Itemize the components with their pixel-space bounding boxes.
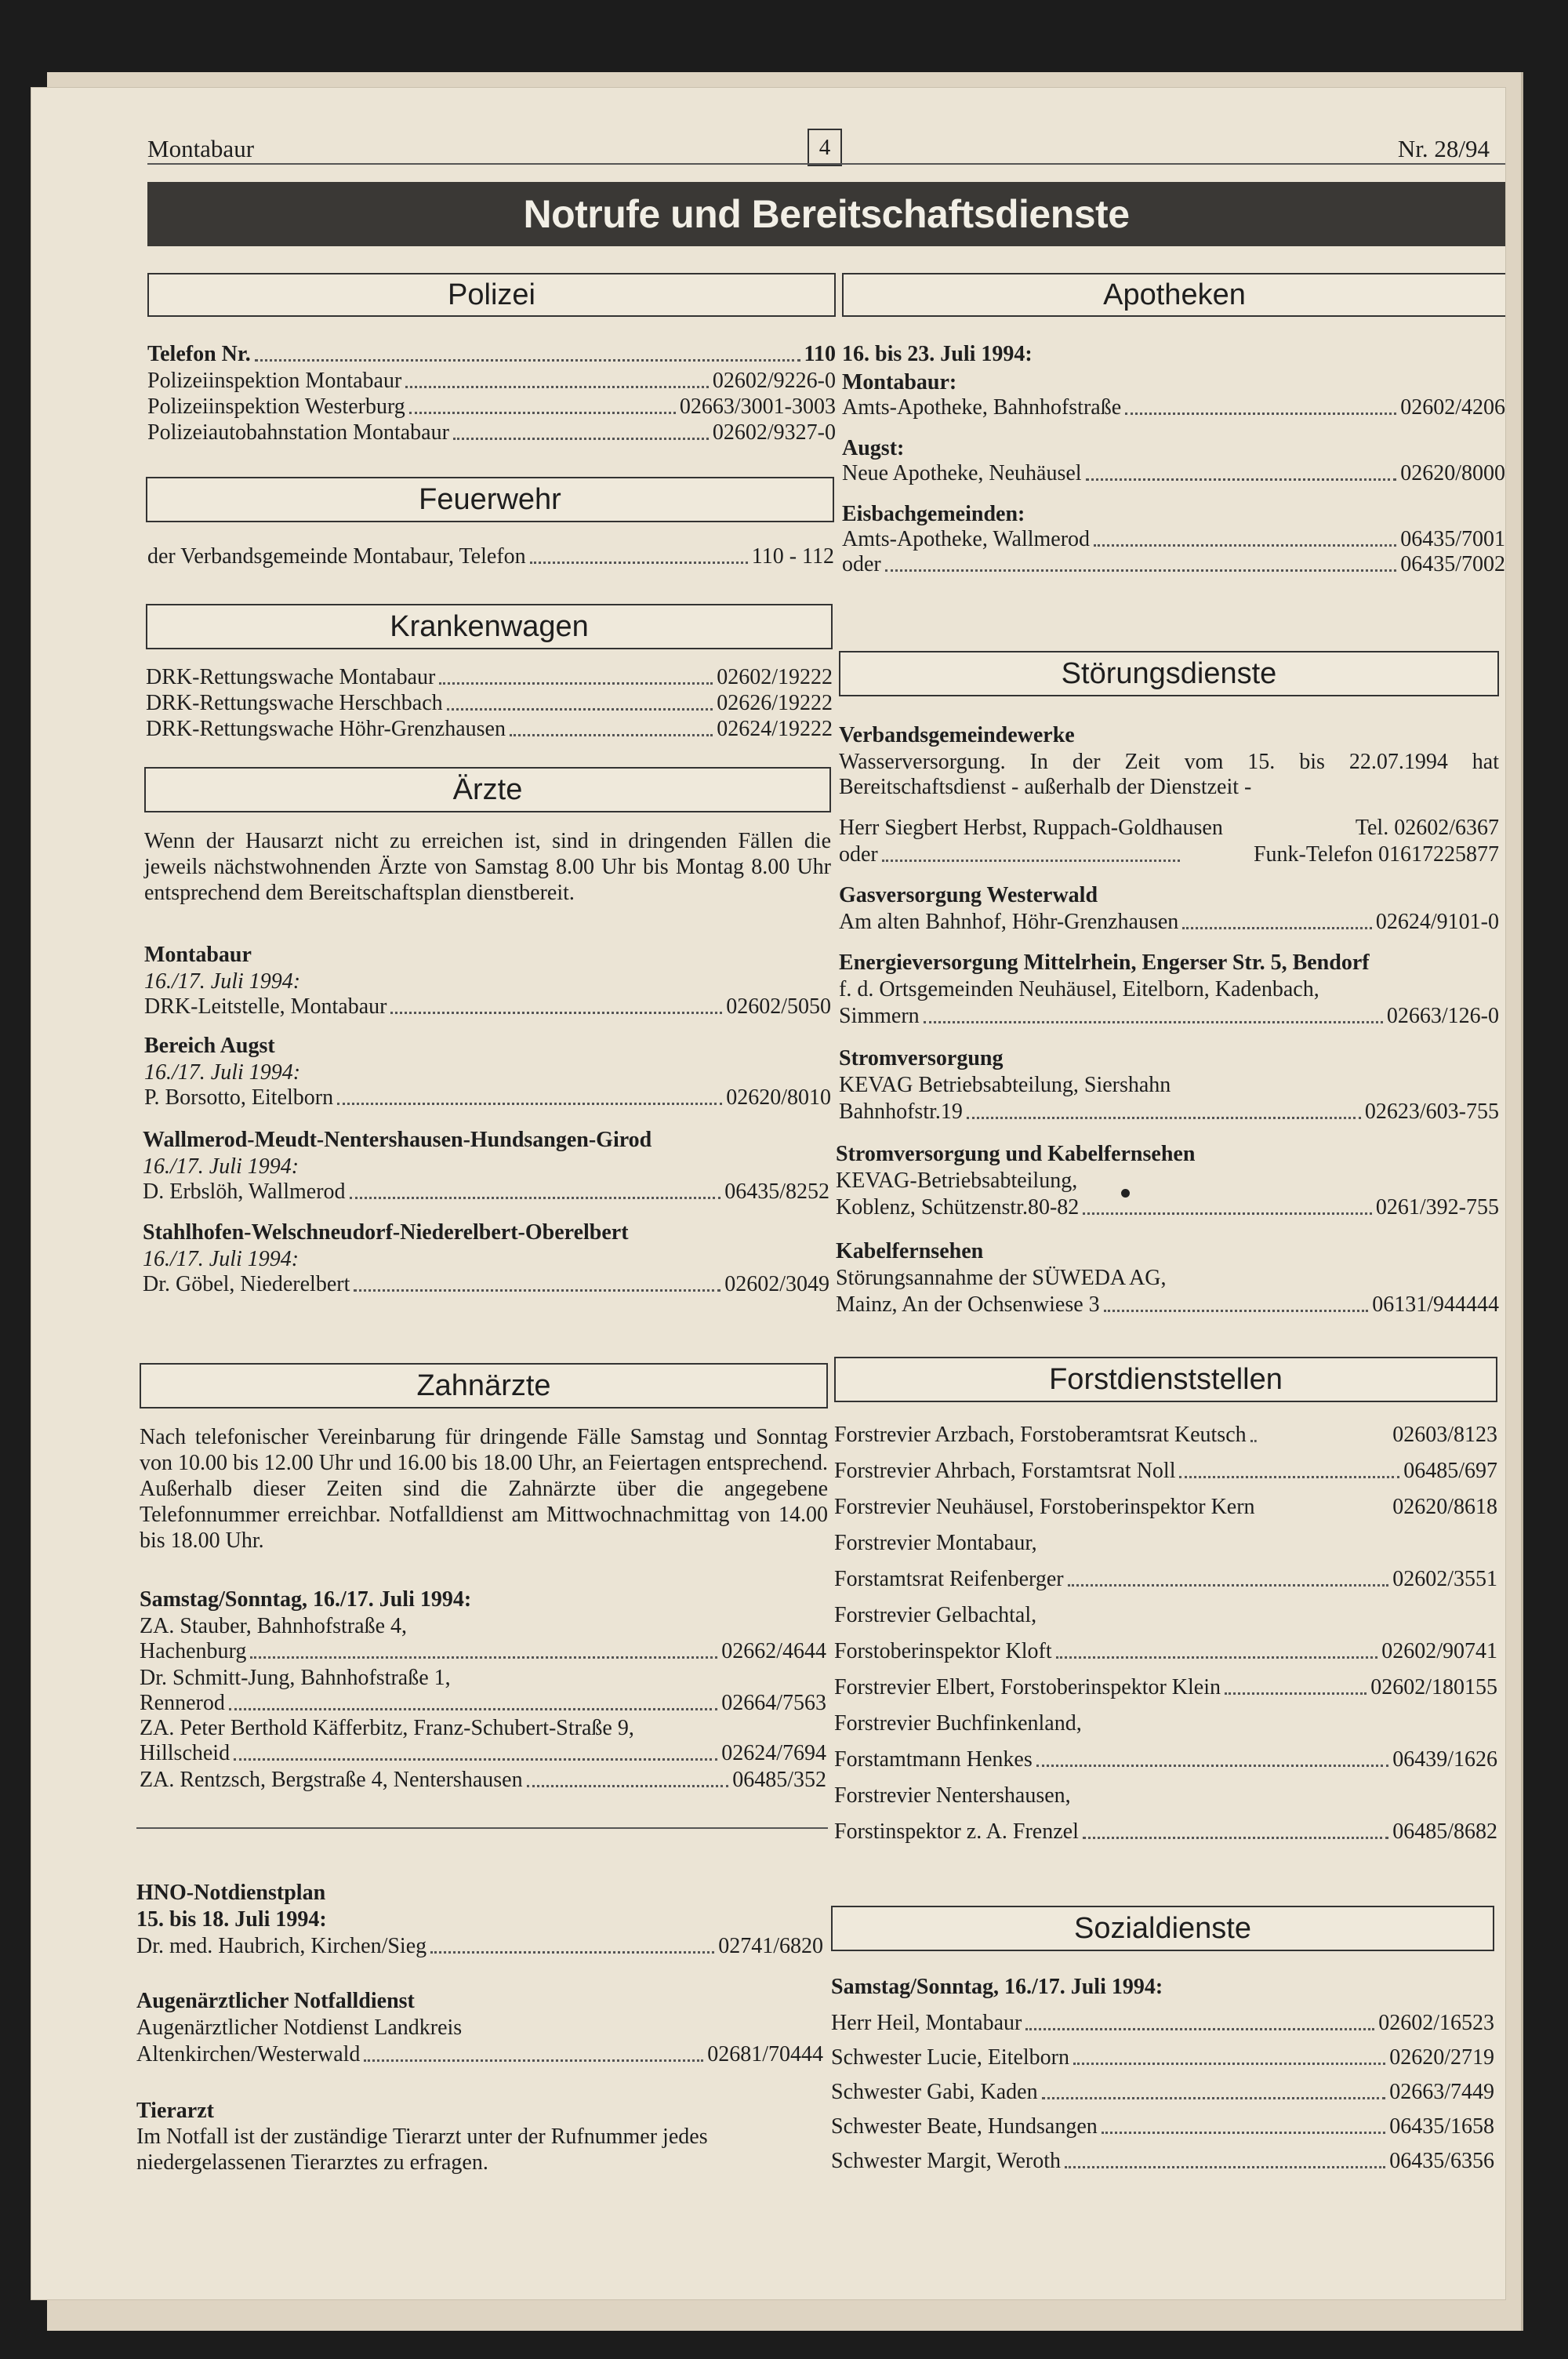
krankenwagen-line [146,667,833,689]
zahnaerzte-intro: Nach telefonischer Vereinbarung für dringende Fälle Samstag und Sonntag von 10.00 bis 12.00 Uhr und 16.00 bis 18.00 Uhr, an Feiertagen entsprechend. Außerhalb dieser Zeiten sind die Zahnärzte über die angegebene Telefonnummer erreichbar. Notfalldienst am Mittwochnachmittag von 14.00 bis 18.00 Uhr. [140,1425,828,1553]
zahnarzt-line [140,1641,826,1663]
vg-heading: Verbandsgemeindewerke [839,723,1075,747]
polizei-heading: Polizei [147,273,836,317]
forst-label: Forstinspektor z. A. Frenzel [834,1819,1079,1844]
aerzte-value: 02602/3049 [724,1272,829,1296]
kf-heading: Kabelfernsehen [836,1239,984,1263]
strom-value: 02623/603-755 [1364,1100,1499,1124]
forst-row [834,1460,1497,1482]
vg-alt-label: oder [839,842,878,867]
aerzte-line [144,996,831,1018]
augen-value: 02681/70444 [707,2042,823,2066]
kabel-heading: Stromversorgung und Kabelfernsehen [836,1142,1196,1166]
sozial-value: 06435/1658 [1389,2114,1494,2139]
aerzte-line [143,1274,829,1296]
kabel-text: KEVAG-Betriebsabteilung, [836,1169,1078,1193]
polizei-label: Polizeiinspektion Westerburg [147,394,405,419]
zahnaerzte-heading: Zahnärzte [140,1363,828,1408]
aerzte-intro: Wenn der Hausarzt nicht zu erreichen ist, sind in dringenden Fällen die jeweils nächstwohnenden Ärzte von Samstag 8.00 Uhr bis Montag 8.00 Uhr entsprechend dem Bereitschaftsplan dienstbereit. [144,829,831,905]
forst-value: 06485/697 [1403,1459,1497,1483]
section-rule [136,1827,828,1829]
zahnarzt-place: Hachenburg [140,1639,247,1663]
apotheke-value: 02602/4206 [1400,395,1505,420]
kabel-line [836,1197,1499,1219]
aerzte-value: 02620/8010 [726,1085,831,1110]
sozial-row [831,2081,1494,2103]
forst-value: 02602/3551 [1392,1567,1497,1591]
hno-heading: HNO-Notdienstplan [136,1881,326,1905]
polizei-line [147,343,836,365]
apotheke-label: Neue Apotheke, Neuhäusel [842,461,1082,485]
aerzte-value: 02602/5050 [726,994,831,1019]
vg-text: Bereitschaftsdienst - außerhalb der Dienstzeit - [839,775,1252,799]
sozial-date: Samstag/Sonntag, 16./17. Juli 1994: [831,1975,1163,1999]
hno-line [136,1936,823,1957]
sozial-row [831,2047,1494,2069]
aerzte-label: DRK-Leitstelle, Montabaur [144,994,387,1019]
tierarzt-text: Im Notfall ist der zuständige Tierarzt unter der Rufnummer jedes niedergelassenen Tierarztes zu erfragen. [136,2125,708,2175]
apotheken-date: 16. bis 23. Juli 1994: [842,342,1033,366]
kf-value: 06131/944444 [1372,1292,1499,1317]
zahnarzt-value: 06485/352 [732,1768,826,1792]
zahnarzt-value: 02664/7563 [721,1691,826,1715]
aerzte-label: P. Borsotto, Eitelborn [144,1085,334,1110]
vg-person-line [839,817,1499,839]
feuerwehr-label: der Verbandsgemeinde Montabaur, Telefon [147,544,526,569]
kf-line [836,1294,1499,1316]
feuerwehr-value: 110 - 112 [751,544,834,569]
forst-row [834,1821,1497,1843]
header-rule [147,163,1505,165]
polizei-value: 02663/3001-3003 [679,394,836,419]
forst-value: 02603/8123 [1392,1423,1497,1447]
zahnarzt-line [140,1743,826,1765]
forst-value: 06485/8682 [1392,1819,1497,1844]
aerzte-heading: Ärzte [144,767,831,812]
forst-label: Forstrevier Elbert, Forstoberinspektor Klein [834,1675,1221,1699]
polizei-line [147,370,836,392]
polizei-label: Telefon Nr. [147,342,251,366]
gas-heading: Gasversorgung Westerwald [839,883,1098,907]
krankenwagen-line [146,692,833,714]
zahnarzt-address: Dr. Schmitt-Jung, Bahnhofstraße 1, [140,1666,451,1690]
forst-row [834,1749,1497,1771]
forst-value: 06439/1626 [1392,1747,1497,1772]
polizei-line [147,422,836,444]
zahnarzt-label: ZA. Rentzsch, Bergstraße 4, Nentershausen [140,1768,523,1792]
sozial-label: Herr Heil, Montabaur [831,2011,1022,2035]
forst-value: 02602/180155 [1370,1675,1497,1699]
forst-row [834,1568,1497,1590]
apotheke-value: 02620/8000 [1400,461,1505,485]
zahnaerzte-date: Samstag/Sonntag, 16./17. Juli 1994: [140,1587,472,1612]
krankenwagen-label: DRK-Rettungswache Herschbach [146,691,443,715]
apotheken-place: Augst: [842,436,905,460]
kabel-label: Koblenz, Schützenstr.80-82 [836,1195,1080,1219]
polizei-line [147,396,836,418]
forst-row [834,1496,1497,1518]
feuerwehr-heading: Feuerwehr [146,477,834,522]
aerzte-line [143,1181,829,1203]
polizei-value: 110 [804,342,836,366]
tierarzt-heading: Tierarzt [136,2099,214,2123]
forst-value: 02602/90741 [1381,1639,1497,1663]
aerzte-line [144,1087,831,1109]
forst-row [834,1713,1497,1735]
zahnarzt-address: ZA. Stauber, Bahnhofstraße 4, [140,1614,408,1638]
stoerung-heading: Störungsdienste [839,651,1499,696]
kf-text: Störungsannahme der SÜWEDA AG, [836,1266,1167,1290]
krankenwagen-value: 02624/19222 [717,717,833,741]
zahnarzt-value: 02624/7694 [721,1741,826,1765]
strom-line [839,1101,1499,1123]
apotheken-place: Eisbachgemeinden: [842,502,1025,526]
energie-line [839,1005,1499,1027]
polizei-value: 02602/9327-0 [712,420,836,445]
strom-heading: Stromversorgung [839,1046,1004,1070]
apotheke-line [842,397,1505,419]
zahnarzt-place: Hillscheid [140,1741,230,1765]
vg-person: Herr Siegbert Herbst, Ruppach-Goldhausen [839,816,1223,840]
augen-heading: Augenärztlicher Notfalldienst [136,1989,415,2013]
apotheke-label: oder [842,552,881,576]
hno-date: 15. bis 18. Juli 1994: [136,1907,327,1932]
sozial-value: 02620/2719 [1389,2045,1494,2070]
newspaper-page [31,88,1505,2299]
sozial-value: 02663/7449 [1389,2080,1494,2104]
apotheke-value: 06435/7002 [1400,552,1505,576]
polizei-value: 02602/9226-0 [712,369,836,393]
aerzte-area: Stahlhofen-Welschneudorf-Niederelbert-Oberelbert [143,1220,629,1245]
forst-heading: Forstdienststellen [834,1357,1497,1402]
forst-label: Forstrevier Ahrbach, Forstamtsrat Noll [834,1459,1176,1483]
hno-label: Dr. med. Haubrich, Kirchen/Sieg [136,1934,427,1958]
page-number: 4 [808,129,842,166]
forst-row [834,1785,1497,1807]
gas-line [839,911,1499,933]
zahnarzt-value: 02662/4644 [721,1639,826,1663]
apotheke-line [842,463,1505,485]
energie-value: 02663/126-0 [1386,1004,1499,1028]
krankenwagen-line [146,718,833,740]
vg-text: Wasserversorgung. In der Zeit vom 15. bis 22.07.1994 hat [839,750,1499,774]
forst-value: 02620/8618 [1392,1495,1497,1519]
apotheken-heading: Apotheken [842,273,1505,317]
aerzte-value: 06435/8252 [724,1180,829,1204]
sozial-heading: Sozialdienste [831,1906,1494,1951]
zahnarzt-address: ZA. Peter Berthold Käfferbitz, Franz-Schubert-Straße 9, [140,1716,634,1740]
sozial-row [831,2012,1494,2034]
krankenwagen-value: 02602/19222 [717,665,833,689]
forst-label: Forstrevier Buchfinkenland, [834,1711,1082,1736]
kabel-value: 0261/392-755 [1375,1195,1499,1219]
sozial-label: Schwester Gabi, Kaden [831,2080,1038,2104]
forst-row [834,1677,1497,1699]
forst-label: Forstoberinspektor Kloft [834,1639,1052,1663]
zahnarzt-line [140,1692,826,1714]
sozial-label: Schwester Lucie, Eitelborn [831,2045,1070,2070]
forst-label: Forstamtmann Henkes [834,1747,1033,1772]
aerzte-date: 16./17. Juli 1994: [144,969,301,994]
hno-value: 02741/6820 [718,1934,823,1958]
vg-alt-value: Funk-Telefon 01617225877 [1253,842,1499,867]
forst-label: Forstrevier Montabaur, [834,1531,1037,1555]
apotheken-place: Montabaur: [842,370,957,394]
strom-text: KEVAG Betriebsabteilung, Siershahn [839,1073,1171,1097]
energie-label: Simmern [839,1004,920,1028]
vg-person-tel: Tel. 02602/6367 [1355,816,1499,840]
strom-label: Bahnhofstr.19 [839,1100,963,1124]
aerzte-area: Montabaur [144,943,252,967]
polizei-label: Polizeiautobahnstation Montabaur [147,420,449,445]
sozial-row [831,2150,1494,2172]
kf-label: Mainz, An der Ochsenwiese 3 [836,1292,1100,1317]
krankenwagen-label: DRK-Rettungswache Montabaur [146,665,436,689]
sozial-label: Schwester Beate, Hundsangen [831,2114,1098,2139]
krankenwagen-label: DRK-Rettungswache Höhr-Grenzhausen [146,717,506,741]
apotheke-line [842,554,1505,576]
page-title: Notrufe und Bereitschaftsdienste [147,182,1505,246]
gas-value: 02624/9101-0 [1375,910,1499,934]
issue-number: Nr. 28/94 [1397,135,1490,162]
apotheke-value: 06435/7001 [1400,527,1505,551]
forst-row [834,1424,1497,1446]
energie-text: f. d. Ortsgemeinden Neuhäusel, Eitelborn, Kadenbach, [839,977,1319,1001]
sozial-value: 06435/6356 [1389,2149,1494,2173]
aerzte-date: 16./17. Juli 1994: [144,1060,301,1085]
forst-label: Forstamtsrat Reifenberger [834,1567,1064,1591]
aerzte-area: Wallmerod-Meudt-Nentershausen-Hundsangen-Girod [143,1128,652,1152]
sozial-label: Schwester Margit, Weroth [831,2149,1061,2173]
forst-label: Forstrevier Nentershausen, [834,1783,1071,1808]
vg-alt-line [839,844,1499,866]
augen-text: Augenärztlicher Notdienst Landkreis [136,2016,463,2040]
header-town: Montabaur [147,135,255,162]
aerzte-date: 16./17. Juli 1994: [143,1247,299,1271]
polizei-label: Polizeiinspektion Montabaur [147,369,402,393]
aerzte-date: 16./17. Juli 1994: [143,1154,299,1179]
krankenwagen-value: 02626/19222 [717,691,833,715]
sozial-row [831,2116,1494,2138]
apotheke-label: Amts-Apotheke, Bahnhofstraße [842,395,1122,420]
forst-row [834,1641,1497,1663]
forst-label: Forstrevier Neuhäusel, Forstoberinspektor Kern [834,1495,1255,1519]
apotheke-label: Amts-Apotheke, Wallmerod [842,527,1091,551]
forst-row [834,1532,1497,1554]
forst-row [834,1605,1497,1627]
forst-label: Forstrevier Gelbachtal, [834,1603,1037,1627]
forst-label: Forstrevier Arzbach, Forstoberamtsrat Keutsch [834,1423,1247,1447]
gas-label: Am alten Bahnhof, Höhr-Grenzhausen [839,910,1179,934]
aerzte-label: D. Erbslöh, Wallmerod [143,1180,346,1204]
zahnarzt-line [140,1769,826,1791]
zahnarzt-place: Rennerod [140,1691,225,1715]
augen-line [136,2044,823,2066]
feuerwehr-line [147,546,834,568]
aerzte-area: Bereich Augst [144,1034,275,1058]
krankenwagen-heading: Krankenwagen [146,604,833,649]
aerzte-label: Dr. Göbel, Niederelbert [143,1272,350,1296]
sozial-value: 02602/16523 [1378,2011,1494,2035]
energie-heading: Energieversorgung Mittelrhein, Engerser Str. 5, Bendorf [839,951,1370,975]
apotheke-line [842,529,1505,551]
augen-label: Altenkirchen/Westerwald [136,2042,361,2066]
